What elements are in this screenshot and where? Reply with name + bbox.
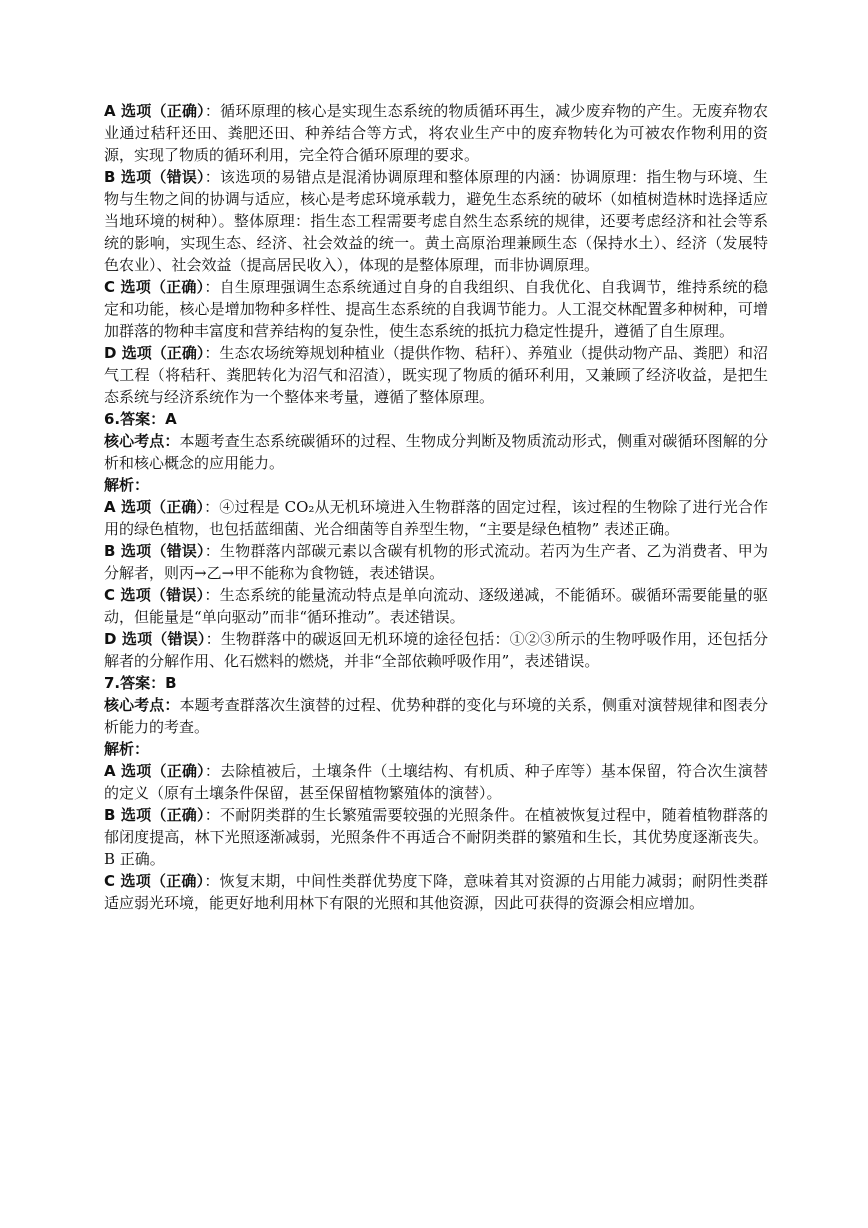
option-label: B 选项（正确） xyxy=(104,806,205,824)
answer-heading-7: 7.答案：B xyxy=(104,674,177,692)
option-text: ：生态农场统筹规划种植业（提供作物、秸秆）、养殖业（提供动物产品、粪肥）和沼气工程（将秸秆、粪肥转化为沼气和沼渣），既实现了物质的循环利用，又兼顾了经济收益，是把生态系统与经济系统作为一个整体来考量，遵循了整体原理。 xyxy=(104,344,768,406)
analysis-heading-7: 解析： xyxy=(104,740,150,758)
option-label: C 选项（正确） xyxy=(104,278,205,296)
option-text: ：不耐阴类群的生长繁殖需要较强的光照条件。在植被恢复过程中，随着植物群落的郁闭度提高，林下光照逐渐减弱，光照条件不再适合不耐阴类群的繁殖和生长，其优势度逐渐丧失。B 正确。 xyxy=(104,806,768,868)
paragraph-option-a xyxy=(104,100,768,166)
core-point-text: 本题考查群落次生演替的过程、优势种群的变化与环境的关系，侧重对演替规律和图表分析能力的考查。 xyxy=(104,696,768,736)
document-page xyxy=(104,100,768,914)
paragraph-7-option-a xyxy=(104,760,768,804)
option-text: ：生物群落内部碳元素以含碳有机物的形式流动。若丙为生产者、乙为消费者、甲为分解者，则丙→乙→甲不能称为食物链，表述错误。 xyxy=(104,542,768,582)
option-text: ：循环原理的核心是实现生态系统的物质循环再生，减少废弃物的产生。无废弃物农业通过秸秆还田、粪肥还田、种养结合等方式，将农业生产中的废弃物转化为可被农作物利用的资源，实现了物质的循环利用，完全符合循环原理的要求。 xyxy=(104,102,768,164)
option-label: B 选项（错误） xyxy=(104,168,205,186)
paragraph-6-option-a xyxy=(104,496,768,540)
core-point-label: 核心考点： xyxy=(104,696,180,714)
option-text: ：生物群落中的碳返回无机环境的途径包括：①②③所示的生物呼吸作用，还包括分解者的分解作用、化石燃料的燃烧，并非“全部依赖呼吸作用”，表述错误。 xyxy=(104,630,768,670)
paragraph-7-option-b xyxy=(104,804,768,870)
core-point-text: 本题考查生态系统碳循环的过程、生物成分判断及物质流动形式，侧重对碳循环图解的分析和核心概念的应用能力。 xyxy=(104,432,768,472)
option-label: C 选项（正确） xyxy=(104,872,205,890)
paragraph-6-option-c xyxy=(104,584,768,628)
paragraph-7-option-c xyxy=(104,870,768,914)
paragraph-6-option-d xyxy=(104,628,768,672)
paragraph-option-b xyxy=(104,166,768,276)
option-text: ：该选项的易错点是混淆协调原理和整体原理的内涵：协调原理：指生物与环境、生物与生物之间的协调与适应，核心是考虑环境承载力，避免生态系统的破坏（如植树造林时选择适应当地环境的树种）。整体原理：指生态工程需要考虑自然生态系统的规律，还要考虑经济和社会等系统的影响，实现生态、经济、社会效益的统一。黄土高原治理兼顾生态（保持水土）、经济（发展特色农业）、社会效益（提高居民收入），体现的是整体原理，而非协调原理。 xyxy=(104,168,768,274)
core-point-label: 核心考点： xyxy=(104,432,180,450)
core-point-6 xyxy=(104,430,768,474)
paragraph-6-option-b xyxy=(104,540,768,584)
option-text: ：去除植被后，土壤条件（土壤结构、有机质、种子库等）基本保留，符合次生演替的定义（原有土壤条件保留，甚至保留植物繁殖体的演替）。 xyxy=(104,762,768,802)
option-label: A 选项（正确） xyxy=(104,498,205,516)
option-text: ：恢复末期，中间性类群优势度下降，意味着其对资源的占用能力减弱；耐阴性类群适应弱光环境，能更好地利用林下有限的光照和其他资源，因此可获得的资源会相应增加。 xyxy=(104,872,768,912)
paragraph-option-d xyxy=(104,342,768,408)
option-label: A 选项（正确） xyxy=(104,102,205,120)
analysis-heading-6: 解析： xyxy=(104,476,150,494)
option-label: D 选项（错误） xyxy=(104,630,206,648)
core-point-7 xyxy=(104,694,768,738)
option-text: ：④过程是 CO₂从无机环境进入生物群落的固定过程，该过程的生物除了进行光合作用的绿色植物，也包括蓝细菌、光合细菌等自养型生物，“主要是绿色植物” 表述正确。 xyxy=(104,498,768,538)
option-text: ：生态系统的能量流动特点是单向流动、逐级递减，不能循环。碳循环需要能量的驱动，但能量是“单向驱动”而非“循环推动”。表述错误。 xyxy=(104,586,768,626)
paragraph-option-c xyxy=(104,276,768,342)
option-text: ：自生原理强调生态系统通过自身的自我组织、自我优化、自我调节，维持系统的稳定和功能，核心是增加物种多样性、提高生态系统的自我调节能力。人工混交林配置多种树种，可增加群落的物种丰富度和营养结构的复杂性，使生态系统的抵抗力稳定性提升，遵循了自生原理。 xyxy=(104,278,768,340)
option-label: C 选项（错误） xyxy=(104,586,205,604)
option-label: A 选项（正确） xyxy=(104,762,205,780)
option-label: B 选项（错误） xyxy=(104,542,205,560)
answer-heading-6: 6.答案：A xyxy=(104,410,177,428)
option-label: D 选项（正确） xyxy=(104,344,205,362)
